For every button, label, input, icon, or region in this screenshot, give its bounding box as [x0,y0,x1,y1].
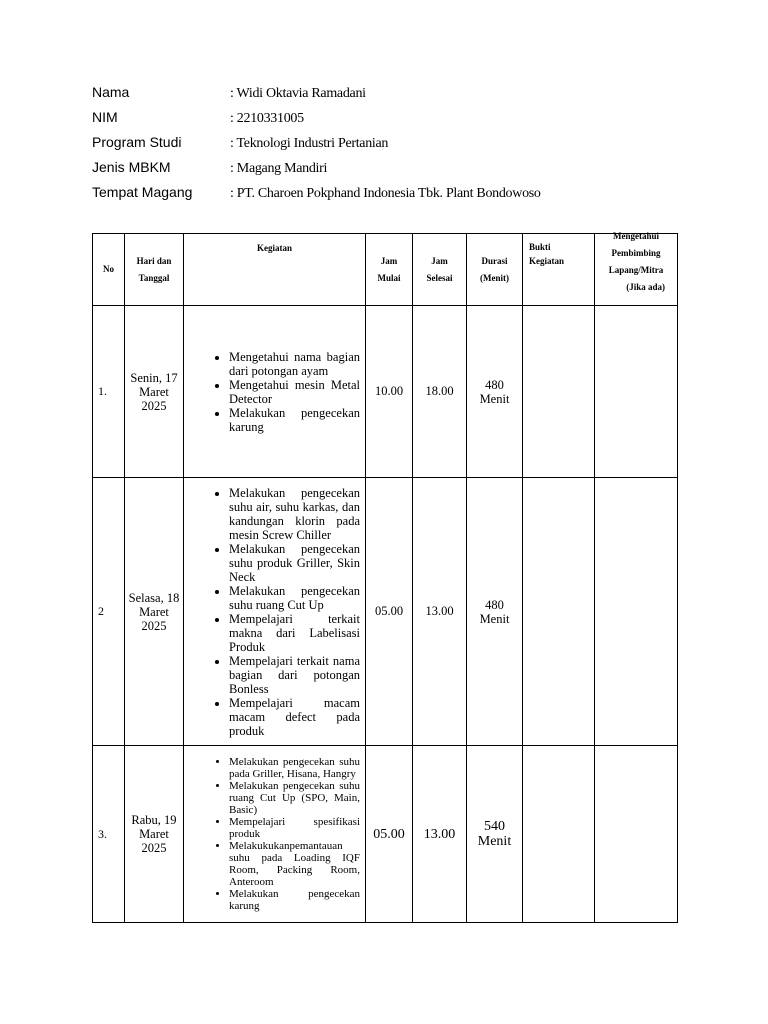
header-durasi: Durasi (Menit) [467,234,523,306]
cell-jam-mulai: 05.00 [366,746,413,923]
header-jam-mulai: Jam Mulai [366,234,413,306]
cell-jam-mulai: 10.00 [366,306,413,478]
cell-mengetahui [595,478,678,746]
cell-activities [184,306,366,478]
cell-date: Senin, 17 Maret 2025 [125,306,184,478]
cell-durasi: 540 Menit [467,746,523,923]
cell-no: 3. [93,746,125,923]
table-header-row [93,234,678,306]
info-value: : Magang Mandiri [230,161,328,176]
info-label: Nama [92,84,130,100]
cell-bukti [523,746,595,923]
activity-item: • Melakukan pengecekan suhu pada Griller, Hisana, Hangry [229,756,360,780]
info-label: Tempat Magang [92,184,193,200]
header-hari-tanggal: Hari dan Tanggal [125,234,184,306]
cell-bukti [523,306,595,478]
header-bukti-kegiatan: Bukti Kegiatan [523,234,595,306]
table-row [93,478,678,746]
activity-item: • Mengetahui nama bagian dari potongan ayam [229,350,360,378]
activity-item: • Mempelajari terkait nama bagian dari potongan Bonless [229,654,360,696]
cell-date: Selasa, 18 Maret 2025 [125,478,184,746]
info-row-nama [92,80,541,105]
cell-jam-selesai: 13.00 [413,746,467,923]
cell-no: 1. [93,306,125,478]
info-label: Program Studi [92,134,182,150]
header-jam-selesai: Jam Selesai [413,234,467,306]
info-label: Jenis MBKM [92,159,171,175]
activity-item: • Melakukan pengecekan karung [229,888,360,912]
activity-item: • Melakukan pengecekan suhu ruang Cut Up (SPO, Main, Basic) [229,780,360,816]
cell-mengetahui [595,746,678,923]
student-info [92,80,541,205]
activity-item: • Mengetahui mesin Metal Detector [229,378,360,406]
cell-durasi: 480 Menit [467,306,523,478]
activity-item: • Melakukukanpemantauan suhu pada Loading IQF Room, Packing Room, Anteroom [229,840,360,888]
cell-no: 2 [93,478,125,746]
info-value: : PT. Charoen Pokphand Indonesia Tbk. Plant Bondowoso [230,186,541,201]
info-value: : Teknologi Industri Pertanian [230,136,389,151]
info-label: NIM [92,109,118,125]
info-row-nim [92,105,541,130]
activity-item: • Mempelajari macam macam defect pada produk [229,696,360,738]
activity-item: • Melakukan pengecekan suhu air, suhu karkas, dan kandungan klorin pada mesin Screw Chiller [229,486,360,542]
activity-log-table [92,233,678,923]
cell-date: Rabu, 19 Maret 2025 [125,746,184,923]
cell-jam-selesai: 18.00 [413,306,467,478]
cell-bukti [523,478,595,746]
cell-jam-mulai: 05.00 [366,478,413,746]
cell-durasi: 480 Menit [467,478,523,746]
activity-item: • Mempelajari terkait makna dari Labelisasi Produk [229,612,360,654]
cell-mengetahui [595,306,678,478]
header-mengetahui: Mengetahui Pembimbing Lapang/Mitra (Jika ada) [595,234,678,306]
activity-item: • Mempelajari spesifikasi produk [229,816,360,840]
cell-activities [184,746,366,923]
info-row-program-studi [92,130,541,155]
info-value: : Widi Oktavia Ramadani [230,86,366,101]
table-row [93,746,678,923]
info-row-tempat-magang [92,180,541,205]
activity-item: • Melakukan pengecekan karung [229,406,360,434]
cell-jam-selesai: 13.00 [413,478,467,746]
info-row-jenis-mbkm [92,155,541,180]
activity-item: • Melakukan pengecekan suhu produk Griller, Skin Neck [229,542,360,584]
activity-item: • Melakukan pengecekan suhu ruang Cut Up [229,584,360,612]
header-no: No [93,234,125,306]
header-kegiatan: Kegiatan [184,234,366,306]
info-value: : 2210331005 [230,111,304,126]
table-row [93,306,678,478]
cell-activities [184,478,366,746]
